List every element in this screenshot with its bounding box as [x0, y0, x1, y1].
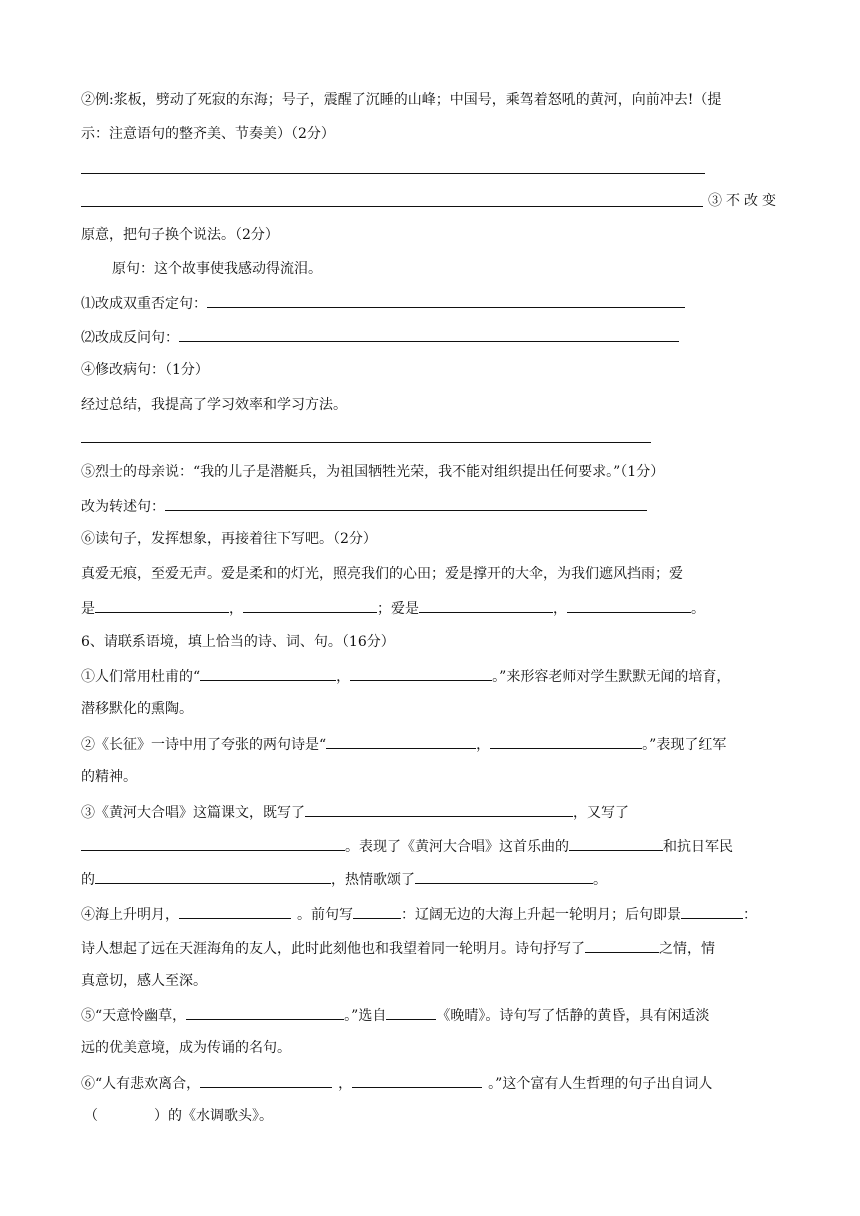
s6-i3-text-c: 。表现了《黄河大合唱》这首乐曲的	[345, 839, 569, 855]
s6-i5-text-b: 。”选自	[344, 1008, 387, 1024]
q6-blank-2[interactable]	[243, 597, 377, 613]
q3-instruction: 原意，把句子换个说法。（2分）	[81, 227, 279, 243]
answer-line[interactable]	[81, 173, 705, 174]
s6-i2-text-a: ②《长征》一诗中用了夸张的两句诗是“	[81, 737, 327, 753]
s6-i6-text-a: ⑥“人有悲欢离合，	[81, 1076, 201, 1092]
s6-i4-text-e: 诗人想起了远在天涯海角的友人，此时此刻他也和我望着同一轮明月。诗句抒写了	[81, 941, 585, 957]
q3-part1	[81, 292, 685, 314]
s6-i4-text-f: 之情，情	[659, 941, 715, 957]
q5-prompt	[81, 495, 647, 517]
s6-i1-text-a: ①人们常用杜甫的“	[81, 669, 201, 685]
q3-part2	[81, 326, 679, 348]
q4-sentence: 经过总结，我提高了学习效率和学习方法。	[81, 397, 347, 413]
q5-prompt-label: 改为转述句：	[81, 499, 165, 515]
s6-i5-text-a: ⑤“天意怜幽草，	[81, 1008, 187, 1024]
s6-i4-blank-4[interactable]	[585, 937, 659, 953]
s6-i4-blank-3[interactable]	[681, 903, 743, 919]
s6-i4-text-c: ：辽阔无边的大海上升起一轮明月；后句即景	[401, 907, 681, 923]
s6-i4-blank-2[interactable]	[353, 903, 401, 919]
s6-i5-blank-1[interactable]	[186, 1004, 344, 1020]
s6-i3-text-f: ，热情歌颂了	[331, 872, 415, 888]
s6-i2-blank-2[interactable]	[490, 733, 642, 749]
s6-item5-line2: 远的优美意境，成为传诵的名句。	[81, 1040, 291, 1056]
q6-text-b: ，	[229, 601, 243, 617]
q2-line1: ②例:浆板，劈动了死寂的东海；号子，震醒了沉睡的山峰；中国号，乘驾着怒吼的黄河，向前冲去!（提	[81, 92, 722, 108]
s6-item1	[81, 665, 730, 687]
s6-i1-text-c: 。”来形容老师对学生默默无闻的培育，	[492, 669, 731, 685]
q6-line2	[81, 597, 705, 619]
s6-item4-line2	[81, 937, 715, 959]
q6-blank-4[interactable]	[567, 597, 691, 613]
s6-item4	[81, 903, 757, 925]
s6-i1-blank-2[interactable]	[350, 665, 492, 681]
s6-i5-text-c: 《晚晴》。诗句写了恬静的黄昏，具有闲适淡	[436, 1008, 710, 1024]
q6-line1: 真爱无痕，至爱无声。爱是柔和的灯光，照亮我们的心田；爱是撑开的大伞，为我们遮风挡雨；爱	[81, 566, 683, 582]
q3-part2-blank[interactable]	[179, 326, 679, 342]
s6-i4-text-a: ④海上升明月，	[81, 907, 179, 923]
s6-i6-blank-1[interactable]	[200, 1072, 332, 1088]
s6-i2-blank-1[interactable]	[326, 733, 476, 749]
s6-i4-text-d: ：	[743, 907, 757, 923]
s6-i3-text-b: ，又写了	[573, 805, 629, 821]
q6-text-e: 。	[691, 601, 705, 617]
q6-blank-3[interactable]	[419, 597, 553, 613]
q6-text-c: ；爱是	[377, 601, 419, 617]
q3-heading: ③不改变	[708, 193, 780, 209]
s6-i6-blank-2[interactable]	[352, 1072, 482, 1088]
s6-i3-text-a: ③《黄河大合唱》这篇课文，既写了	[81, 805, 305, 821]
q2-line2: 示：注意语句的整齐美、节奏美）（2分）	[81, 126, 335, 142]
s6-item2-line2: 的精神。	[81, 769, 137, 785]
s6-i1-blank-1[interactable]	[200, 665, 336, 681]
s6-item6	[81, 1072, 712, 1094]
s6-i2-text-c: 。”表现了红军	[642, 737, 727, 753]
s6-i4-text-b: 。前句写	[297, 907, 353, 923]
s6-i3-blank-1[interactable]	[305, 801, 573, 817]
q5-blank[interactable]	[165, 495, 647, 511]
q5-quote: ⑤烈士的母亲说：“我的儿子是潜艇兵，为祖国牺牲光荣，我不能对组织提出任何要求。”（1分）	[81, 464, 665, 480]
q3-part1-blank[interactable]	[207, 292, 685, 308]
s6-i3-text-e: 的	[81, 872, 95, 888]
s6-item3-line2	[81, 835, 733, 857]
s6-i3-blank-3[interactable]	[569, 835, 663, 851]
s6-item1-line2: 潜移默化的熏陶。	[81, 701, 193, 717]
s6-item6-line2: （ ）的《水调歌头》。	[84, 1108, 273, 1124]
s6-item2	[81, 733, 726, 755]
s6-item4-line3: 真意切，感人至深。	[81, 973, 207, 989]
s6-item3	[81, 801, 629, 823]
s6-i3-text-d: 和抗日军民	[663, 839, 733, 855]
q4-answer-line[interactable]	[81, 442, 651, 443]
s6-i2-text-b: ，	[476, 737, 491, 753]
q6-title: ⑥读句子，发挥想象，再接着往下写吧。（2分）	[81, 531, 377, 547]
q6-text-a: 是	[81, 601, 95, 617]
q6-text-d: ，	[553, 601, 567, 617]
s6-i3-blank-4[interactable]	[95, 868, 331, 884]
q3-part1-label: ⑴改成双重否定句：	[81, 296, 207, 312]
s6-item5	[81, 1004, 709, 1026]
q6-blank-1[interactable]	[95, 597, 229, 613]
section6-title: 6、请联系语境，填上恰当的诗、词、句。（16分）	[81, 634, 395, 650]
s6-i6-text-b: ，	[338, 1076, 353, 1092]
answer-line[interactable]	[81, 206, 703, 207]
q3-part2-label: ⑵改成反问句：	[81, 330, 179, 346]
s6-i5-blank-2[interactable]	[386, 1004, 436, 1020]
s6-item3-line3	[81, 868, 607, 890]
q4-title: ④修改病句：（1分）	[81, 362, 209, 378]
s6-i3-blank-5[interactable]	[415, 868, 593, 884]
q3-original-sentence: 原句：这个故事使我感动得流泪。	[112, 261, 322, 277]
s6-i3-text-g: 。	[593, 872, 607, 888]
s6-i6-text-c: 。”这个富有人生哲理的句子出自词人	[488, 1076, 713, 1092]
s6-i1-text-b: ，	[336, 669, 351, 685]
s6-i3-blank-2[interactable]	[81, 835, 345, 851]
s6-i4-blank-1[interactable]	[179, 903, 291, 919]
